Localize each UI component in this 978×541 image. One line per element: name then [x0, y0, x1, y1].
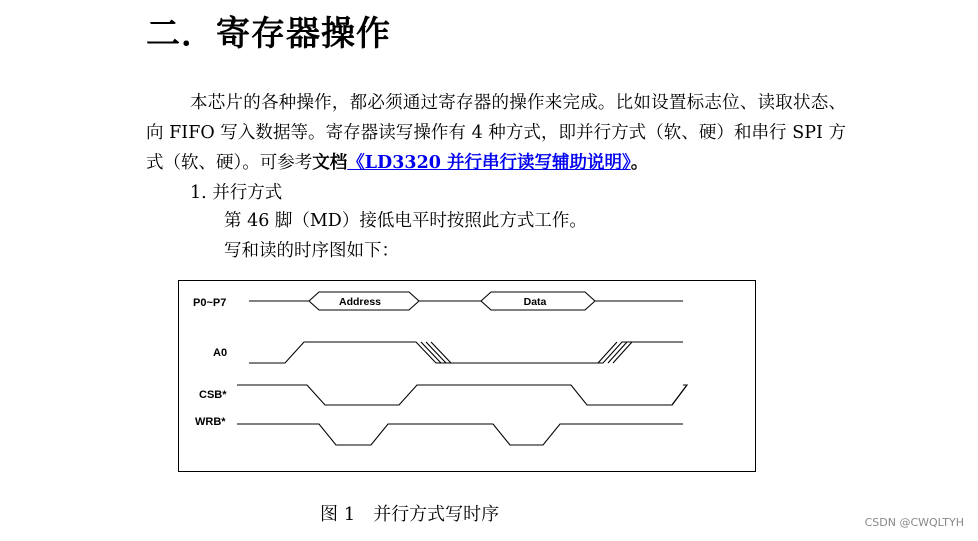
doc-link[interactable]: 《LD3320 并行串行读写辅助说明》 — [347, 153, 631, 173]
bus-label-address: Address — [338, 296, 382, 308]
subsection-title: 1. 并行方式 — [190, 183, 283, 203]
timing-intro-text: 写和读的时序图如下： — [224, 241, 399, 261]
figure-caption — [320, 500, 499, 526]
watermark: CSDN @CWQLTYH — [864, 516, 964, 529]
figure-number: 图 1 — [320, 504, 356, 525]
csb-waveform — [237, 385, 687, 405]
intro-text: 本芯片的各种操作，都必须通过寄存器的操作来完成。比如设置标志位、读取状态、向 FIFO 写入数据等。寄存器读写操作有 4 种方式，即并行方式（软、硬）和串行 SPI 方式（软、硬）。可参考 — [146, 93, 846, 173]
a0-edge-hatch — [421, 342, 632, 363]
wrb-waveform — [237, 424, 683, 445]
signal-label-wrb: WRB* — [195, 416, 226, 428]
signal-label-a0: A0 — [213, 347, 228, 359]
intro-paragraph — [146, 88, 846, 178]
timing-diagram — [178, 280, 756, 472]
p0-p7-bus-line — [249, 292, 683, 301]
figure-caption-text: 并行方式写时序 — [373, 504, 500, 525]
signal-label-p0-p7: P0~P7 — [193, 297, 227, 309]
section-heading: 二．寄存器操作 — [146, 14, 391, 54]
doc-bold-label: 文档 — [312, 153, 348, 173]
md-pin-text: 第 46 脚（MD）接低电平时按照此方式工作。 — [224, 211, 587, 231]
paragraph-end: 。 — [630, 153, 649, 173]
bus-label-data: Data — [523, 296, 547, 308]
timing-diagram-svg — [179, 281, 755, 471]
signal-label-csb: CSB* — [199, 389, 227, 401]
